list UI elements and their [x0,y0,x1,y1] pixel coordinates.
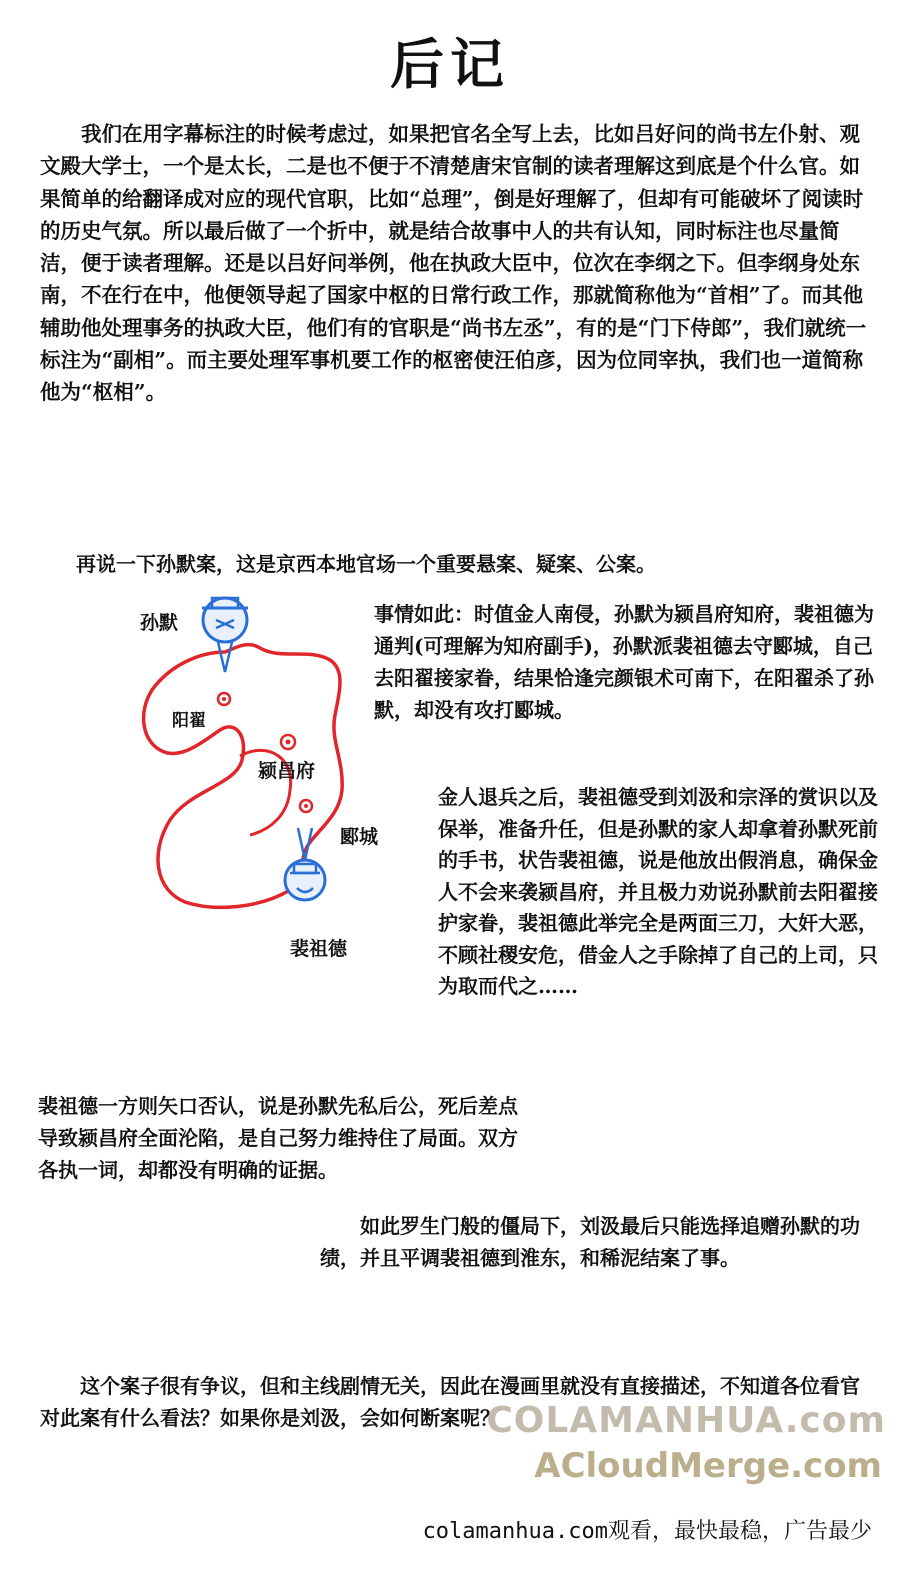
city-marker-yancheng [300,800,312,812]
map-label-yancheng: 郾城 [340,826,379,848]
paragraph-verdict: 如此罗生门般的僵局下，刘汲最后只能选择追赠孙默的功绩，并且平调裴祖德到淮东，和稀泥结案了事。 [320,1214,860,1270]
peizude-figure-icon [285,828,325,900]
map-label-sunmo: 孙默 [140,612,179,634]
paragraph-intro: 我们在用字幕标注的时候考虑过，如果把官名全写上去，比如吕好问的尚书左仆射、观文殿大学士，一个是太长，二是也不便于不清楚唐宋官制的读者理解这到底是个什么官。如果简单的给翻译成对应的现代官职，比如“总理”，倒是好理解了，但却有可能破坏了阅读时的历史气氛。所以最后做了一个折中，就是结合故事中人的共有认知，同时标注也尽量简洁，便于读者理解。还是以吕好问举例，他在执政大臣中，位次在李纲之下。但李纲身处东南，不在行在中，他便领导起了国家中枢的日常行政工作，那就简称他为“首相”了。而其他辅助他处理事务的执政大臣，他们有的官职是“尚书左丞”，有的是“门下侍郎”，我们就统一标注为“副相”。而主要处理军事机要工作的枢密使汪伯彦，因为位同宰执，我们也一道简称他为“枢相”。 [40,122,867,405]
city-marker-yingchang [281,735,295,749]
watermark-line-2: ACloudMerge.com [534,1446,882,1486]
paragraph-closing: 这个案子很有争议，但和主线剧情无关，因此在漫画里就没有直接描述，不知道各位看官对此案有什么看法？如果你是刘汲，会如何断案呢？ [40,1374,860,1430]
map-label-yingchang: 颍昌府 [258,760,316,782]
case-map-illustration [130,590,380,980]
paragraph-defense: 裴祖德一方则矢口否认，说是孙默先私后公，死后差点导致颍昌府全面沦陷，是自己努力维持住了局面。双方各执一词，却都没有明确的证据。 [38,1094,518,1182]
map-label-yangzhai: 阳翟 [172,711,206,731]
site-watermark [486,1400,900,1496]
page-title: 后记 [390,32,510,96]
paragraph-case-intro: 再说一下孙默案，这是京西本地官场一个重要悬案、疑案、公案。 [76,552,656,576]
sunmo-figure-icon [202,598,248,672]
paragraph-case-facts: 事情如此：时值金人南侵，孙默为颍昌府知府，裴祖德为通判(可理解为知府副手)，孙默派裴祖德去守郾城，自己去阳翟接家眷，结果恰逢完颜银术可南下，在阳翟杀了孙默，却没有攻打郾城。 [374,602,874,722]
footer-notice: colamanhua.com观看，最快最稳，广告最少 [422,1519,872,1544]
paragraph-accusation: 金人退兵之后，裴祖德受到刘汲和宗泽的赏识以及保举，准备升任，但是孙默的家人却拿着孙默死前的手书，状告裴祖德，说是他放出假消息，确保金人不会来袭颍昌府，并且极力劝说孙默前去阳翟接护家眷，裴祖德此举完全是两面三刀，大奸大恶，不顾社稷安危，借金人之手除掉了自己的上司，只为取而代之…… [438,785,878,998]
map-label-peizude: 裴祖德 [290,938,348,960]
watermark-line-1: COLAMANHUA.com [486,1400,886,1441]
city-marker-yangzhai [218,693,230,705]
